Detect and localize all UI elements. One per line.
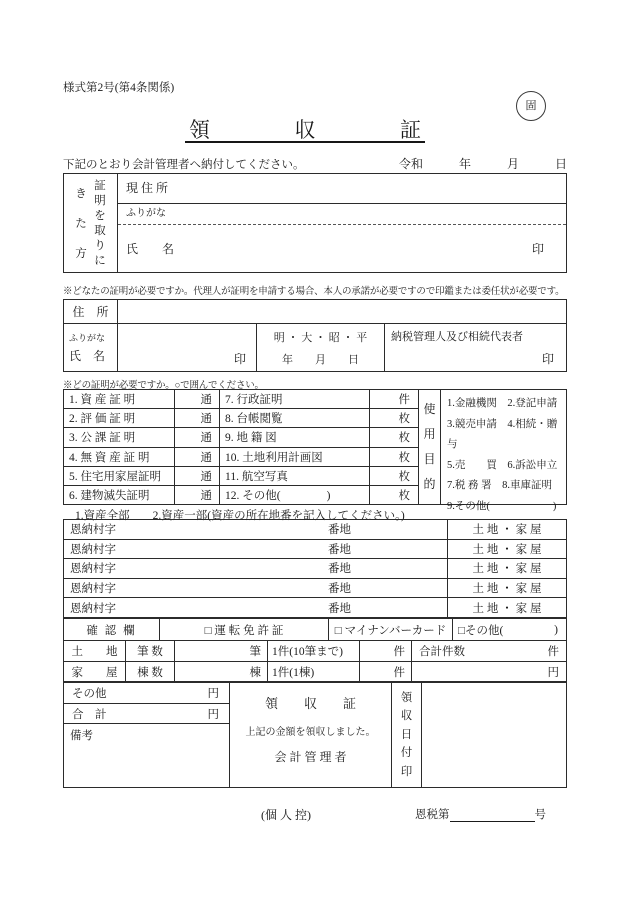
- certificate-row: [64, 485, 418, 504]
- usage-purpose-list: [441, 390, 566, 512]
- other-amount-row: [64, 683, 229, 703]
- instruction-row: [63, 155, 567, 172]
- house-per-field: 件: [360, 662, 412, 681]
- other-id-close: ): [554, 623, 558, 636]
- cert-unit: 件: [398, 394, 410, 407]
- footer: [63, 806, 567, 828]
- tax-manager-label: 納税管理人及び相続代表者: [391, 331, 523, 343]
- id-confirmation-row: [64, 619, 566, 640]
- cert-unit: 枚: [398, 470, 410, 483]
- title-char-2: 収: [294, 118, 316, 142]
- cert-unit: 枚: [398, 451, 410, 464]
- usage-purpose-vertical-text: 使用目的: [423, 402, 436, 491]
- cert-label: 2. 評 価 証 明: [64, 409, 175, 427]
- subject-seal-label: 印: [233, 352, 246, 366]
- cert-label: 1. 資 産 証 明: [64, 390, 175, 408]
- house-per-label: 1件(1棟): [268, 662, 360, 681]
- subject-furigana-label: ふりがな: [69, 333, 106, 343]
- usage-purpose-header: [419, 390, 441, 504]
- banchi-label: 番地: [328, 563, 351, 576]
- other-amount-unit: 円: [207, 688, 219, 700]
- purpose-line: 1.金融機関 2.登記申請: [447, 398, 558, 409]
- total-amount-row: [64, 703, 229, 723]
- total-label: 合 計: [72, 708, 107, 721]
- banchi-label: 番地: [328, 602, 351, 615]
- cert-unit: 通: [175, 428, 220, 446]
- land-house-selector: 土 地 ・ 家 屋: [472, 524, 542, 537]
- total-count-label: 合計件数: [419, 646, 465, 658]
- house-count-field: 棟: [175, 662, 268, 681]
- payment-instruction: 下記のとおり会計管理者へ納付してください。: [63, 159, 305, 171]
- total-count-cell: [412, 641, 566, 661]
- receipt-block: [230, 683, 392, 787]
- subject-address-field: [118, 300, 566, 323]
- furigana-label: ふりがな: [126, 208, 166, 219]
- banchi-label: 番地: [328, 524, 351, 537]
- document-number-suffix: 号: [534, 809, 546, 821]
- asset-scope-line: 1.資産全部 2.資産一部(資産の所在地番を記入してください。): [75, 510, 405, 522]
- house-count-label: 棟 数: [126, 662, 175, 681]
- subject-table: [63, 299, 567, 372]
- cert-unit: 通: [175, 390, 220, 408]
- subject-name-header: [64, 324, 118, 371]
- land-house-selector: 土 地 ・ 家 屋: [472, 563, 542, 576]
- date-stamp-field: [422, 683, 566, 787]
- cert-label: 7. 行政証明: [220, 390, 370, 408]
- tax-manager-cell: [385, 324, 566, 371]
- fixed-asset-stamp: 固: [516, 91, 546, 121]
- total-unit: 円: [207, 708, 219, 721]
- cert-label: 11. 航空写真: [220, 467, 370, 485]
- cert-unit: 通: [175, 486, 220, 504]
- document-number: [415, 806, 546, 822]
- receipt-title: 領 収 証: [264, 696, 356, 711]
- cert-unit: 枚: [398, 432, 410, 445]
- property-prefix: 恩納村字: [70, 543, 116, 556]
- total-amount-cell: [412, 662, 566, 681]
- land-label: 土 地: [64, 641, 126, 661]
- page-title: [185, 114, 425, 143]
- purpose-line: 7.税 務 署 8.車庫証明: [447, 480, 552, 491]
- property-row: [64, 578, 566, 598]
- applicant-furigana-row: [118, 204, 566, 225]
- property-row: [64, 558, 566, 578]
- name-label: 氏 名: [126, 242, 175, 256]
- payment-receipt-table: [63, 682, 567, 788]
- property-row: [64, 597, 566, 617]
- banchi-label: 番地: [328, 583, 351, 596]
- certificate-row: [64, 447, 418, 466]
- land-house-selector: 土 地 ・ 家 屋: [472, 602, 542, 615]
- subject-name-field: [118, 324, 257, 371]
- total-count-unit: 件: [547, 646, 559, 658]
- banchi-label: 番地: [328, 543, 351, 556]
- property-prefix: 恩納村字: [70, 524, 116, 537]
- property-prefix: 恩納村字: [70, 583, 116, 596]
- remarks-label: 備考: [70, 730, 93, 742]
- applicant-name-row: [118, 225, 566, 272]
- land-house-selector: 土 地 ・ 家 屋: [472, 543, 542, 556]
- certificate-row: [64, 408, 418, 427]
- applicant-header-cell: [64, 174, 118, 272]
- property-prefix: 恩納村字: [70, 602, 116, 615]
- cert-label: 6. 建物滅失証明: [64, 486, 175, 504]
- confirmation-label: 確 認 欄: [64, 619, 160, 640]
- cert-unit: 通: [175, 448, 220, 466]
- document-number-blank: [450, 808, 535, 822]
- cert-label: 4. 無 資 産 証 明: [64, 448, 175, 466]
- land-count-row: [64, 640, 566, 661]
- property-row: [64, 539, 566, 559]
- house-label: 家 屋: [64, 662, 126, 681]
- certificate-row: [64, 390, 418, 408]
- cert-unit: 枚: [398, 489, 410, 502]
- certificate-row: [64, 466, 418, 485]
- cert-label: 3. 公 課 証 明: [64, 428, 175, 446]
- remarks-cell: [64, 723, 229, 787]
- document-number-prefix: 恩税第: [415, 809, 450, 821]
- land-house-selector: 土 地 ・ 家 屋: [472, 583, 542, 596]
- proxy-note: ※どなたの証明が必要ですか。代理人が証明を申請する場合、本人の承諾が必要ですので印鑑または委任状が必要です。: [63, 287, 565, 297]
- current-address-label: 現 住 所: [126, 181, 169, 195]
- applicant-header-left-column: きた方: [75, 188, 87, 260]
- land-count-field: 筆: [175, 641, 268, 661]
- land-count-label: 筆 数: [126, 641, 175, 661]
- cert-label: 12. その他( ): [220, 486, 370, 504]
- property-row: [64, 520, 566, 539]
- confirmation-table: [63, 618, 567, 682]
- reiwa-date-line: 令和 年 月 日: [398, 157, 567, 171]
- applicant-header-right-column: 証明を取りに: [94, 180, 106, 267]
- receipt-statement: 上記の金額を領収しました。: [245, 727, 376, 738]
- certificate-choice-note: ※どの証明が必要ですか。○で囲んでください。: [63, 381, 264, 391]
- land-per-field: 件: [360, 641, 412, 661]
- total-amount-unit: 円: [547, 666, 559, 679]
- form-number: 様式第2号(第4条関係): [63, 82, 175, 94]
- purpose-line: 9.その他( ): [447, 500, 557, 512]
- property-prefix: 恩納村字: [70, 563, 116, 576]
- subject-name-label: 氏 名: [69, 349, 106, 363]
- checkbox-drivers-license: □ 運 転 免 許 証: [160, 619, 329, 640]
- other-id-open: □その他(: [458, 624, 504, 637]
- birthdate-cell: [257, 324, 385, 371]
- certificate-row: [64, 427, 418, 446]
- seal-label: 印: [531, 242, 544, 256]
- era-options: 明 ・ 大 ・ 昭 ・ 平: [273, 331, 368, 344]
- applicant-table: [63, 173, 567, 273]
- cert-unit: 通: [175, 467, 220, 485]
- certificate-types-table: [63, 389, 567, 512]
- cert-unit: 枚: [398, 413, 410, 426]
- tax-manager-seal-label: 印: [541, 352, 554, 366]
- purpose-line: 5.売 買 6.訴訟申立: [447, 459, 558, 471]
- applicant-current-address-row: [118, 174, 566, 204]
- checkbox-other-id: [453, 619, 566, 640]
- house-count-row: [64, 661, 566, 681]
- subject-address-label: 住 所: [64, 300, 118, 323]
- title-char-3: 証: [400, 118, 421, 142]
- checkbox-mynumber-card: □ マイナンバーカード: [329, 619, 453, 640]
- receipt-date-stamp-vertical-text: 領収日付印: [400, 691, 413, 778]
- cert-label: 9. 地 籍 図: [220, 428, 370, 446]
- land-per-label: 1件(10筆まで): [268, 641, 360, 661]
- cert-label: 8. 台帳閲覧: [220, 409, 370, 427]
- accountant-label: 会 計 管 理 者: [274, 750, 347, 764]
- other-amount-label: その他: [72, 688, 107, 700]
- cert-unit: 通: [175, 409, 220, 427]
- year-month-day: 年 月 日: [282, 353, 359, 366]
- personal-copy-label: (個 人 控): [261, 808, 311, 822]
- cert-label: 10. 土地利用計画図: [220, 448, 370, 466]
- receipt-date-stamp-column: [392, 683, 422, 787]
- title-char-1: 領: [189, 118, 210, 142]
- property-location-table: [63, 519, 567, 618]
- purpose-line: 3.競売申請 4.相続・贈与: [447, 418, 558, 450]
- cert-label: 5. 住宅用家屋証明: [64, 467, 175, 485]
